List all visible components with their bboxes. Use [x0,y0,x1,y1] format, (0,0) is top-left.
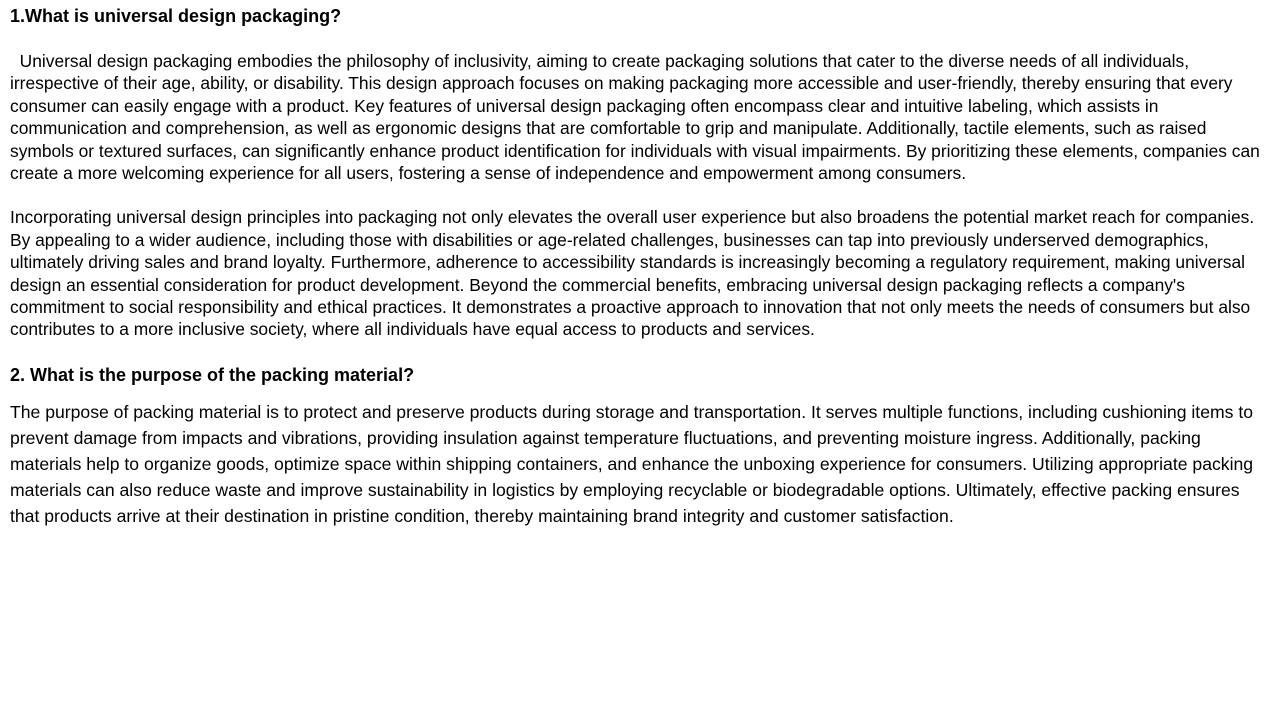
section-1-paragraph-2: Incorporating universal design principles into packaging not only elevates the overall user experience but also broadens the potential market reach for companies. By appealing to a wider audience, including those with disabilities or age-related challenges, businesses can tap into previously underserved demographics, ultimately driving sales and brand loyalty. Furthermore, adherence to accessibility standards is increasingly becoming a regulatory requirement, making universal design an essential consideration for product development. Beyond the commercial benefits, embracing universal design packaging reflects a company's commitment to social responsibility and ethical practices. It demonstrates a proactive approach to innovation that not only meets the needs of consumers but also contributes to a more inclusive society, where all individuals have equal access to products and services. [10,207,1255,340]
section-1-paragraph-1: Universal design packaging embodies the philosophy of inclusivity, aiming to create packaging solutions that cater to the diverse needs of all individuals, irrespective of their age, ability, or disability. This design approach focuses on making packaging more accessible and user-friendly, thereby ensuring that every consumer can easily engage with a product. Key features of universal design packaging often encompass clear and intuitive labeling, which assists in communication and comprehension, as well as ergonomic designs that are comfortable to grip and manipulate. Additionally, tactile elements, such as raised symbols or textured surfaces, can significantly enhance product identification for individuals with visual impairments. By prioritizing these elements, companies can create a more welcoming experience for all users, fostering a sense of independence and empowerment among consumers. [10,51,1265,184]
section-1-heading: 1.What is universal design packaging? [10,6,342,26]
section-2-paragraph-1: The purpose of packing material is to protect and preserve products during storage and transportation. It serves multiple functions, including cushioning items to prevent damage from impacts and vibrations, providing insulation against temperature fluctuations, and preventing moisture ingress. Additionally, packing materials help to organize goods, optimize space within shipping containers, and enhance the unboxing experience for consumers. Utilizing appropriate packing materials can also reduce waste and improve sustainability in logistics by employing recyclable or biodegradable options. Ultimately, effective packing ensures that products arrive at their destination in pristine condition, thereby maintaining brand integrity and customer satisfaction. [10,401,1254,526]
section-packing-material [10,364,1270,529]
section-universal-design [10,5,1270,341]
section-2-heading: 2. What is the purpose of the packing material? [10,364,415,385]
